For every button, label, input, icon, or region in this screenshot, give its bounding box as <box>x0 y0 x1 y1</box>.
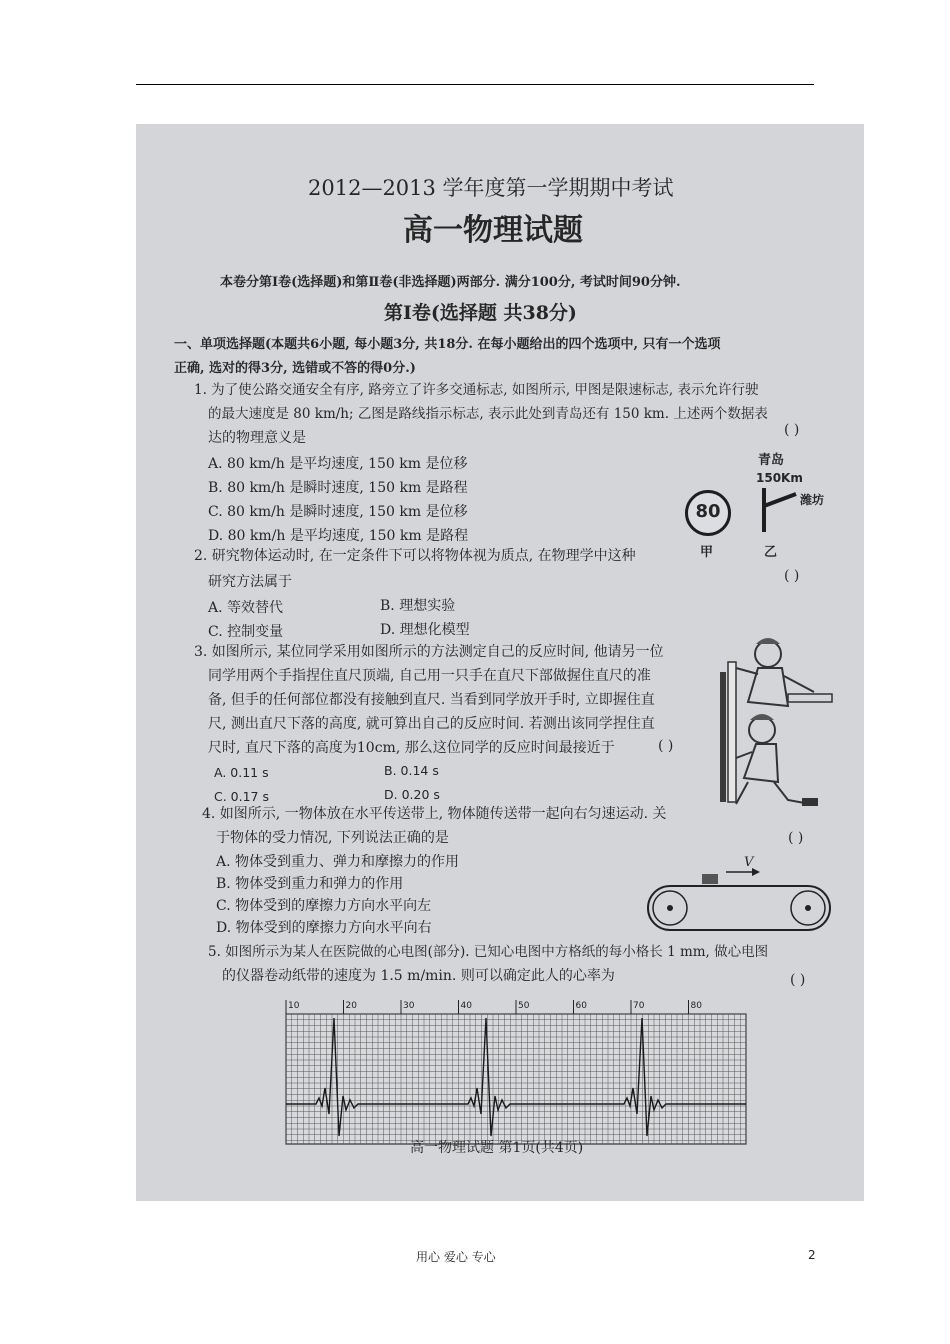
exam-intro: 本卷分第Ⅰ卷(选择题)和第Ⅱ卷(非选择题)两部分. 满分100分, 考试时间90分钟. <box>220 275 681 290</box>
q5-stem-line2: 的仪器卷动纸带的速度为 1.5 m/min. 则可以确定此人的心率为 <box>222 968 615 984</box>
q1-stem-line1: 1. 为了使公路交通安全有序, 路旁立了许多交通标志, 如图所示, 甲图是限速标志, 表示允许行驶 <box>194 382 759 398</box>
q1-option-b: B. 80 km/h 是瞬时速度, 150 km 是路程 <box>208 480 468 496</box>
speed-limit-value: 80 <box>695 501 721 522</box>
part1-instruction-line2: 正确, 选对的得3分, 选错或不答的得0分.) <box>174 361 416 376</box>
q4-option-b: B. 物体受到重力和弹力的作用 <box>216 876 404 892</box>
route-sign-city: 青岛 <box>758 453 785 468</box>
ecg-tick-label: 80 <box>690 1001 702 1011</box>
route-sign-arrow-icon <box>748 486 808 536</box>
reaction-time-illustration <box>718 632 838 814</box>
q3-option-a: A. 0.11 s <box>214 765 269 780</box>
ecg-chart <box>282 996 750 1148</box>
q1-answer-bracket: ( ) <box>784 422 800 438</box>
q3-stem-line5: 尺时, 直尺下落的高度为10cm, 那么这位同学的反应时间最接近于 <box>208 740 615 756</box>
sign-label-jia: 甲 <box>700 545 714 560</box>
q1-option-d: D. 80 km/h 是平均速度, 150 km 是路程 <box>208 528 469 544</box>
q3-stem-line2: 同学用两个手指捏住直尺顶端, 自己用一只手在直尺下部做握住直尺的准 <box>208 668 651 684</box>
q3-stem-line4: 尺, 测出直尺下落的高度, 就可算出自己的反应时间. 若测出该同学捏住直 <box>208 716 655 732</box>
q1-option-a: A. 80 km/h 是平均速度, 150 km 是位移 <box>208 456 468 472</box>
q1-option-c: C. 80 km/h 是瞬时速度, 150 km 是位移 <box>208 504 468 520</box>
q5-stem-line1: 5. 如图所示为某人在医院做的心电图(部分). 已知心电图中方格纸的每小格长 1 mm, 做心电图 <box>208 944 769 960</box>
route-sign-distance: 150Km <box>756 471 803 485</box>
q3-option-b: B. 0.14 s <box>384 763 439 778</box>
exam-title: 2012—2013 学年度第一学期期中考试 <box>308 176 674 200</box>
q2-option-a: A. 等效替代 <box>208 600 284 616</box>
q4-stem-line1: 4. 如图所示, 一物体放在水平传送带上, 物体随传送带一起向右匀速运动. 关 <box>202 806 667 822</box>
q2-stem-line1: 2. 研究物体运动时, 在一定条件下可以将物体视为质点, 在物理学中这种 <box>194 548 636 564</box>
q3-option-c: C. 0.17 s <box>214 789 269 804</box>
q4-answer-bracket: ( ) <box>788 830 804 846</box>
route-sign-branch: 潍坊 <box>800 493 825 507</box>
q3-stem-line1: 3. 如图所示, 某位同学采用如图所示的方法测定自己的反应时间, 他请另一位 <box>194 644 664 660</box>
velocity-label: V <box>744 855 754 870</box>
q2-option-b: B. 理想实验 <box>380 598 456 614</box>
q3-option-d: D. 0.20 s <box>384 787 440 802</box>
q4-option-a: A. 物体受到重力、弹力和摩擦力的作用 <box>216 854 460 870</box>
q1-stem-line2: 的最大速度是 80 km/h; 乙图是路线指示标志, 表示此处到青岛还有 150 km. 上述两个数据表 <box>208 406 768 422</box>
top-rule <box>136 84 814 85</box>
section-title: 第Ⅰ卷(选择题 共38分) <box>384 302 577 324</box>
q3-answer-bracket: ( ) <box>658 738 674 754</box>
ecg-tick-label: 20 <box>345 1001 357 1011</box>
ecg-tick-label: 60 <box>575 1001 587 1011</box>
q5-answer-bracket: ( ) <box>790 972 806 988</box>
q2-stem-line2: 研究方法属于 <box>208 574 292 590</box>
q4-stem-line2: 于物体的受力情况, 下列说法正确的是 <box>216 830 449 846</box>
scan-footer: 高一物理试题 第1页(共4页) <box>410 1140 584 1156</box>
ecg-tick-label: 40 <box>460 1001 472 1011</box>
subject-title: 高一物理试题 <box>403 213 583 248</box>
speed-limit-sign <box>685 490 731 536</box>
q3-stem-line3: 备, 但手的任何部位都没有接触到直尺. 当看到同学放开手时, 立即握住直 <box>208 692 655 708</box>
q2-option-c: C. 控制变量 <box>208 624 284 640</box>
ecg-tick-label: 30 <box>403 1001 415 1011</box>
q4-option-d: D. 物体受到的摩擦力方向水平向右 <box>216 920 432 936</box>
page-number: 2 <box>808 1248 816 1262</box>
q4-option-c: C. 物体受到的摩擦力方向水平向左 <box>216 898 432 914</box>
q2-option-d: D. 理想化模型 <box>380 622 470 638</box>
q2-answer-bracket: ( ) <box>784 568 800 584</box>
ecg-tick-label: 70 <box>633 1001 645 1011</box>
scanned-exam-page <box>136 124 864 1201</box>
page-footer-slogan: 用心 爱心 专心 <box>416 1250 496 1264</box>
q1-stem-line3: 达的物理意义是 <box>208 430 306 446</box>
part1-instruction-line1: 一、单项选择题(本题共6小题, 每小题3分, 共18分. 在每小题给出的四个选项中, 只有一个选项 <box>174 337 721 352</box>
sign-label-yi: 乙 <box>764 545 778 560</box>
conveyor-belt-diagram <box>640 852 840 942</box>
ecg-tick-label: 10 <box>288 1001 300 1011</box>
ecg-tick-label: 50 <box>518 1001 530 1011</box>
